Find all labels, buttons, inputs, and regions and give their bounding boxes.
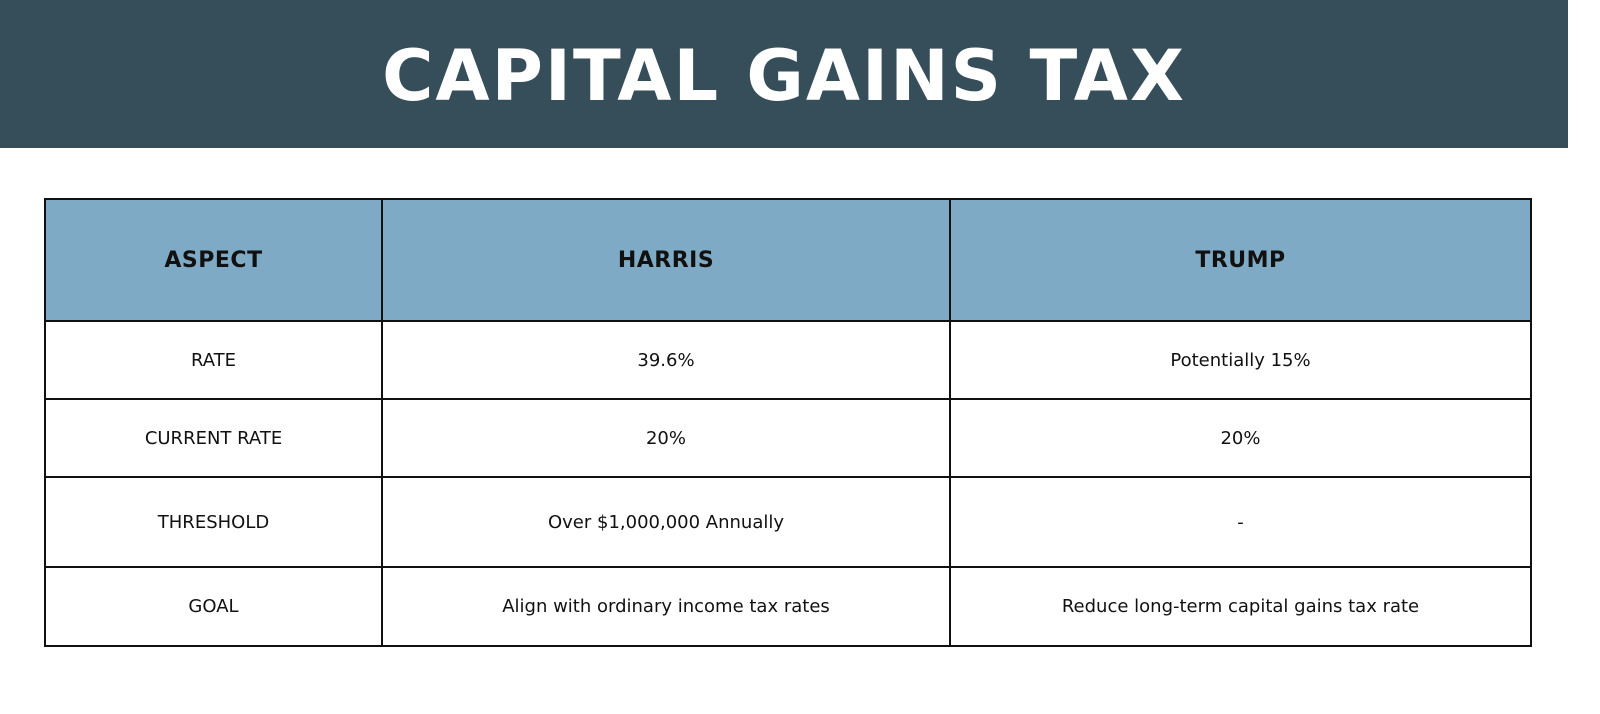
comparison-table	[44, 198, 1532, 647]
header-trump: TRUMP	[950, 199, 1531, 321]
comparison-table-container	[44, 198, 1530, 647]
cell-aspect: THRESHOLD	[45, 477, 382, 567]
table-row	[45, 567, 1531, 646]
cell-trump: 20%	[950, 399, 1531, 477]
table-row	[45, 477, 1531, 567]
page-title: CAPITAL GAINS TAX	[382, 35, 1186, 117]
header-harris: HARRIS	[382, 199, 950, 321]
cell-trump: -	[950, 477, 1531, 567]
table-row	[45, 321, 1531, 399]
cell-harris: Over $1,000,000 Annually	[382, 477, 950, 567]
table-row	[45, 399, 1531, 477]
cell-aspect: RATE	[45, 321, 382, 399]
cell-harris: 39.6%	[382, 321, 950, 399]
title-banner	[0, 0, 1568, 148]
cell-harris: Align with ordinary income tax rates	[382, 567, 950, 646]
cell-aspect: CURRENT RATE	[45, 399, 382, 477]
header-aspect: ASPECT	[45, 199, 382, 321]
cell-trump: Potentially 15%	[950, 321, 1531, 399]
cell-trump: Reduce long-term capital gains tax rate	[950, 567, 1531, 646]
table-header-row	[45, 199, 1531, 321]
cell-aspect: GOAL	[45, 567, 382, 646]
cell-harris: 20%	[382, 399, 950, 477]
